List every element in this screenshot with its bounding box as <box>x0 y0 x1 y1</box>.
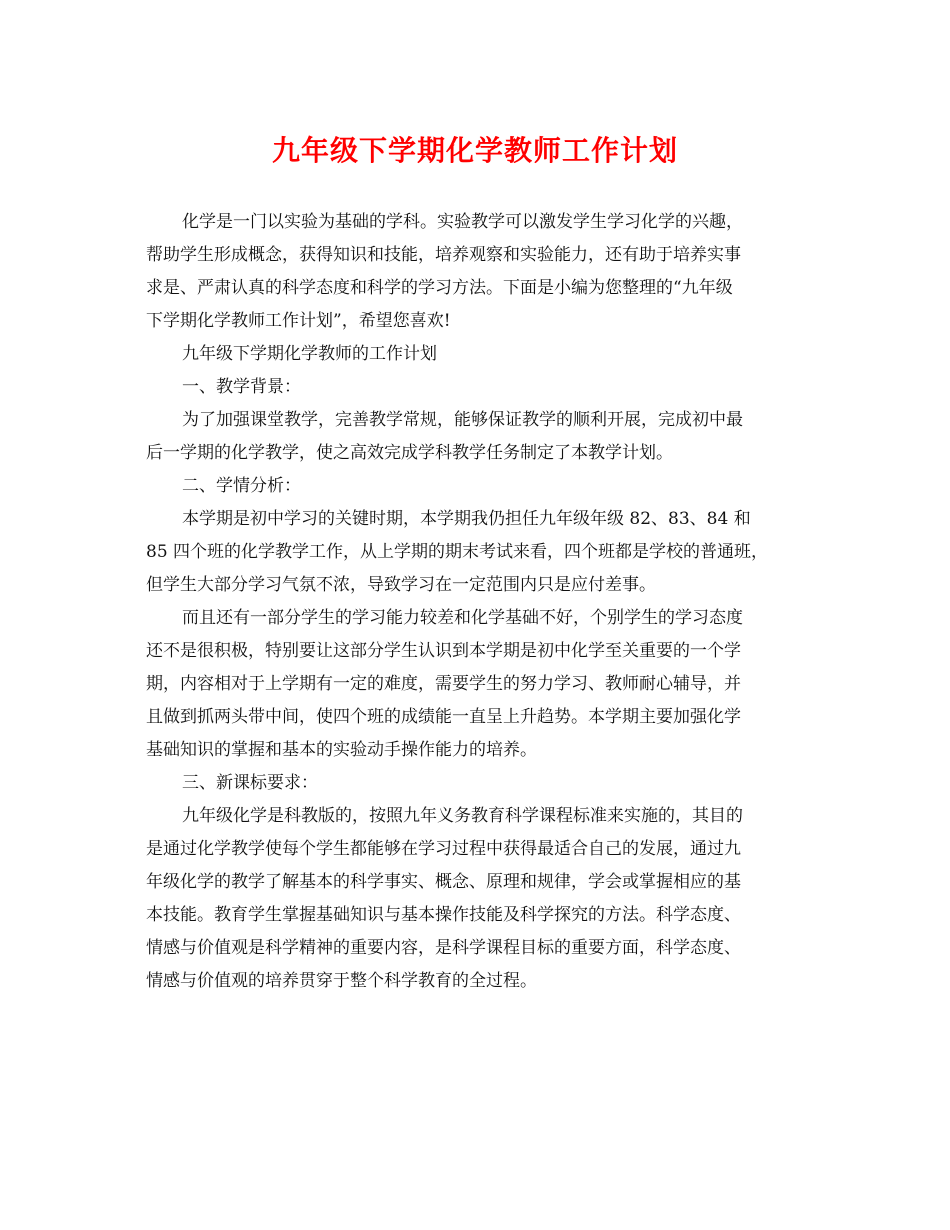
body-line: 还不是很积极，特别要让这部分学生认识到本学期是初中化学至关重要的一个学 <box>146 641 741 661</box>
body-line: 但学生大部分学习气氛不浓，导致学习在一定范围内只是应付差事。 <box>146 575 656 595</box>
body-line: 而且还有一部分学生的学习能力较差和化学基础不好，个别学生的学习态度 <box>182 608 743 628</box>
body-line: 基础知识的掌握和基本的实验动手操作能力的培养。 <box>146 740 537 760</box>
body-line: 化学是一门以实验为基础的学科。实验教学可以激发学生学习化学的兴趣， <box>182 212 743 232</box>
body-line: 且做到抓两头带中间，使四个班的成绩能一直呈上升趋势。本学期主要加强化学 <box>146 707 741 727</box>
body-line: 帮助学生形成概念，获得知识和技能，培养观察和实验能力，还有助于培养实事 <box>146 245 741 265</box>
body-line: 本技能。教育学生掌握基础知识与基本操作技能及科学探究的方法。科学态度、 <box>146 905 741 925</box>
body-line: 为了加强课堂教学，完善教学常规，能够保证教学的顺利开展，完成初中最 <box>182 410 743 430</box>
body-line: 情感与价值观是科学精神的重要内容，是科学课程目标的重要方面，科学态度、 <box>146 938 741 958</box>
body-line: 年级化学的教学了解基本的科学事实、概念、原理和规律，学会或掌握相应的基 <box>146 872 741 892</box>
body-line: 85 四个班的化学教学工作，从上学期的期末考试来看，四个班都是学校的普通班， <box>146 542 769 562</box>
body-line: 后一学期的化学教学，使之高效完成学科教学任务制定了本教学计划。 <box>146 443 673 463</box>
body-line: 九年级化学是科教版的，按照九年义务教育科学课程标准来实施的，其目的 <box>182 806 743 826</box>
body-line: 二、学情分析： <box>182 476 301 496</box>
body-line: 本学期是初中学习的关键时期，本学期我仍担任九年级年级 82、83、84 和 <box>182 509 751 529</box>
body-line: 一、教学背景： <box>182 377 301 397</box>
document-title: 九年级下学期化学教师工作计划 <box>271 134 678 167</box>
body-line: 九年级下学期化学教师的工作计划 <box>182 344 437 364</box>
document-body <box>146 206 806 998</box>
body-line: 期，内容相对于上学期有一定的难度，需要学生的努力学习、教师耐心辅导，并 <box>146 674 741 694</box>
body-line: 情感与价值观的培养贯穿于整个科学教育的全过程。 <box>146 971 537 991</box>
body-line: 求是、严肃认真的科学态度和科学的学习方法。下面是小编为您整理的“九年级 <box>146 278 733 298</box>
body-line: 下学期化学教师工作计划”，希望您喜欢! <box>146 311 451 331</box>
body-line: 是通过化学教学使每个学生都能够在学习过程中获得最适合自己的发展，通过九 <box>146 839 741 859</box>
body-line: 三、新课标要求： <box>182 773 318 793</box>
